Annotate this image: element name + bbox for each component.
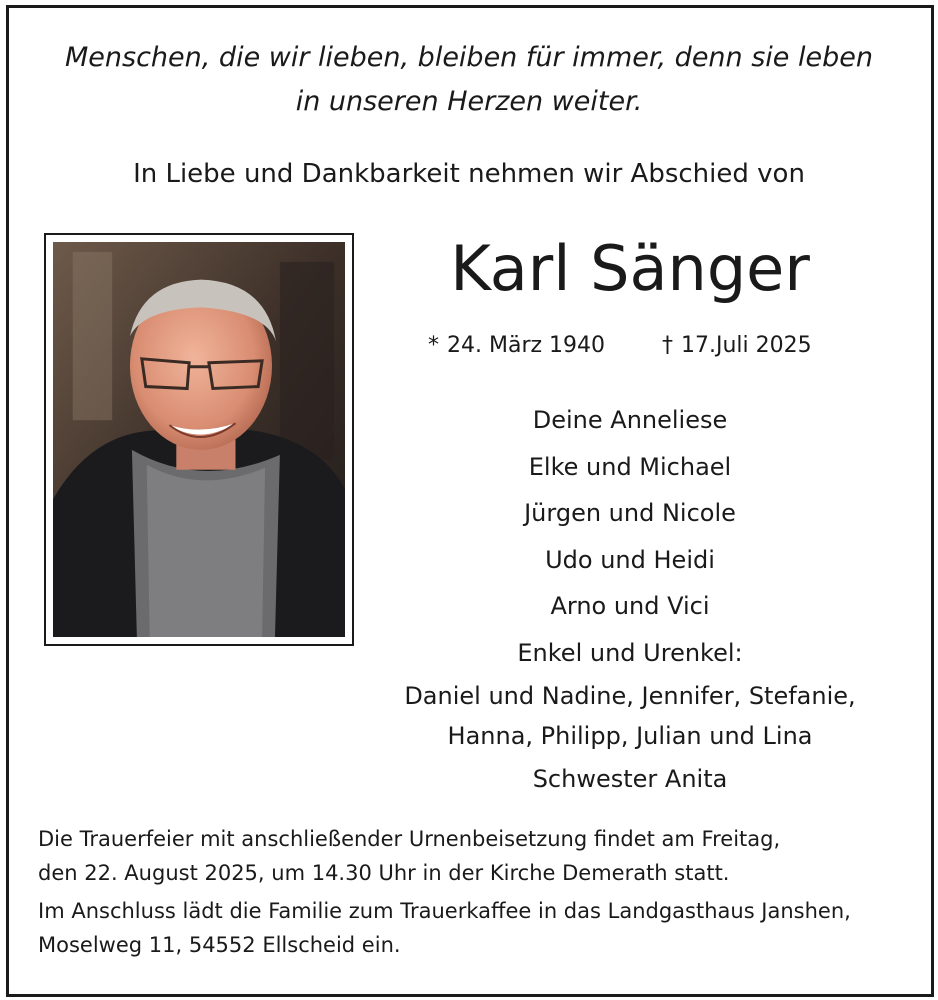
mourner-line: Jürgen und Nicole — [524, 499, 736, 527]
death-date-text: 17.Juli 2025 — [681, 333, 812, 358]
intro-text: In Liebe und Dankbarkeit nehmen wir Abschied von — [133, 159, 805, 189]
mourner-line: Arno und Vici — [550, 592, 710, 620]
death-symbol: † — [662, 333, 673, 358]
reception-line-1: Im Anschluss lädt die Familie zum Trauerkaffee in das Landgasthaus Janshen, — [38, 899, 851, 923]
reception-line-2: Moselweg 11, 54552 Ellscheid ein. — [38, 933, 401, 957]
ceremony-line-1: Die Trauerfeier mit anschließender Urnenbeisetzung findet am Freitag, — [38, 827, 781, 851]
ceremony-line-2: den 22. August 2025, um 14.30 Uhr in der Kirche Demerath statt. — [38, 861, 730, 885]
death-date — [662, 328, 812, 364]
grandchildren-line-2: Hanna, Philipp, Julian und Lina — [447, 721, 813, 750]
funeral-details — [38, 822, 918, 962]
mourners-list — [330, 397, 930, 802]
birth-date — [428, 328, 605, 364]
mourner-line: Deine Anneliese — [532, 406, 728, 434]
portrait-frame — [44, 233, 354, 646]
grandchildren-heading: Enkel und Urenkel: — [517, 638, 743, 667]
memorial-quote — [0, 36, 938, 124]
deceased-name: Karl Sänger — [450, 232, 810, 305]
portrait-photo — [53, 242, 345, 637]
grandchildren-line-1: Daniel und Nadine, Jennifer, Stefanie, — [404, 681, 856, 710]
mourner-line: Udo und Heidi — [545, 545, 715, 574]
birth-date-text: 24. März 1940 — [447, 333, 606, 358]
quote-line-2: in unseren Herzen weiter. — [295, 86, 643, 117]
mourner-line: Elke und Michael — [528, 452, 732, 481]
birth-symbol: * — [428, 333, 439, 358]
sister-line: Schwester Anita — [532, 764, 728, 793]
quote-line-1: Menschen, die wir lieben, bleiben für immer, denn sie leben — [65, 42, 873, 73]
